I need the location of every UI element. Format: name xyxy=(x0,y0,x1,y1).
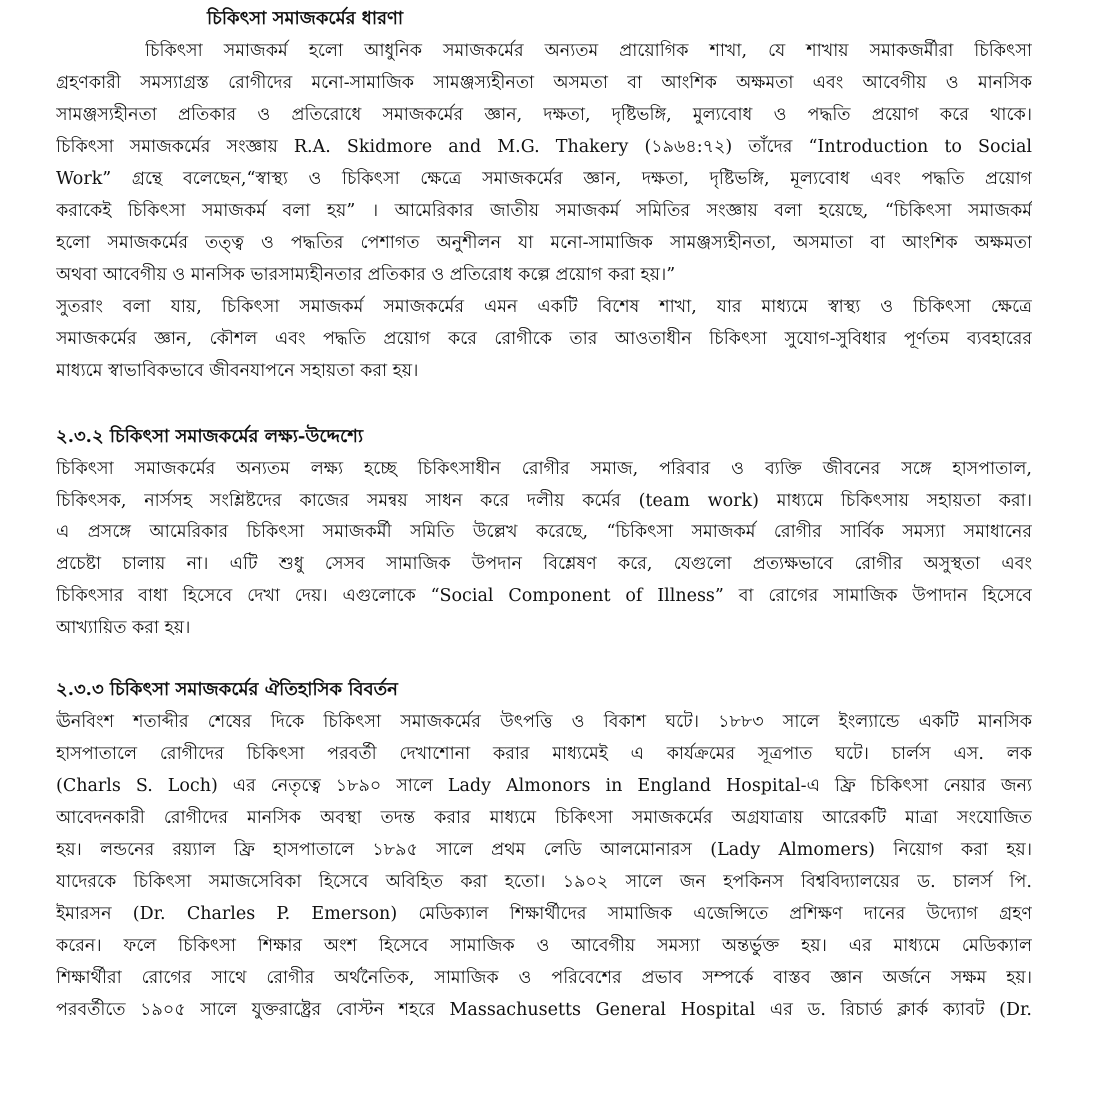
paragraph-line: শিক্ষার্থীরা রোগের সাথে রোগীর অর্থনৈতিক, সামাজিক ও পরিবেশের প্রভাব সম্পর্কে বাস্তব জ্ঞান অর্জনে সক্ষম হয়। xyxy=(56,968,1032,988)
paragraph-line: (Charls S. Loch) এর নেতৃত্বে ১৮৯০ সালে Lady Almonors in England Hospital-এ ফ্রি চিকিৎসা নেয়ার জন্য xyxy=(56,776,1032,796)
paragraph-line: আখ্যায়িত করা হয়। xyxy=(56,618,191,638)
paragraph-line: হলো সমাজকর্মের তত্ত্ব ও পদ্ধতির পেশাগত অনুশীলন যা মনো-সামাজিক সামঞ্জস্যহীনতা, অসমাতা বা আংশিক অক্ষমতা xyxy=(56,233,1032,253)
heading-history: ২.৩.৩ চিকিৎসা সমাজকর্মের ঐতিহাসিক বিবর্তন xyxy=(56,679,398,700)
paragraph-line: ঊনবিংশ শতাব্দীর শেষের দিকে চিকিৎসা সমাজকর্মের উৎপত্তি ও বিকাশ ঘটে। ১৮৮৩ সালে ইংল্যান্ডে একটি মানসিক xyxy=(56,712,1032,732)
paragraph-line: সমাজকর্মের জ্ঞান, কৌশল এবং পদ্ধতি প্রয়োগ করে রোগীকে তার আওতাধীন চিকিৎসা সুযোগ-সুবিধার পূর্ণতম ব্যবহারের xyxy=(56,329,1032,349)
paragraph-line: সামঞ্জস্যহীনতা প্রতিকার ও প্রতিরোধে সমাজকর্মের জ্ঞান, দক্ষতা, দৃষ্টিভঙ্গি, মুল্যবোধ ও পদ্ধতি প্রয়োগ করে থাকে। xyxy=(56,105,1032,125)
paragraph-line: সুতরাং বলা যায়, চিকিৎসা সমাজকর্ম সমাজকর্মের এমন একটি বিশেষ শাখা, যার মাধ্যমে স্বাস্থ্য ও চিকিৎসা ক্ষেত্রে xyxy=(56,297,1032,317)
paragraph-line: করাকেই চিকিৎসা সমাজকর্ম বলা হয়” । আমেরিকার জাতীয় সমাজকর্ম সমিতির সংজ্ঞায় বলা হয়েছে, “চিকিৎসা সমাজকর্ম xyxy=(56,201,1032,221)
paragraph-line: হয়। লন্ডনের রয়্যাল ফ্রি হাসপাতালে ১৮৯৫ সালে প্রথম লেডি আলমোনারস (Lady Almomers) নিয়োগ করা হয়। xyxy=(56,840,1032,860)
paragraph-line: চিকিৎসা সমাজকর্ম হলো আধুনিক সমাজকর্মের অন্যতম প্রায়োগিক শাখা, যে শাখায় সমাকজর্মীরা চিকিৎসা xyxy=(145,41,1032,61)
heading-goals: ২.৩.২ চিকিৎসা সমাজকর্মের লক্ষ্য-উদ্দেশ্যে xyxy=(56,426,364,447)
paragraph-line: ইমারসন (Dr. Charles P. Emerson) মেডিক্যাল শিক্ষার্থীদের সামাজিক এজেন্সিতে প্রশিক্ষণ দানের উদ্যোগ গ্রহণ xyxy=(56,904,1032,924)
paragraph-line: আবেদনকারী রোগীদের মানসিক অবস্থা তদন্ত করার মাধ্যমে চিকিৎসা সমাজকর্মের অগ্রযাত্রায় আরেকটি মাত্রা সংযোজিত xyxy=(56,808,1032,828)
paragraph-line: চিকিৎসার বাধা হিসেবে দেখা দেয়। এগুলোকে “Social Component of Illness” বা রোগের সামাজিক উপাদান হিসেবে xyxy=(56,586,1032,606)
paragraph-line: অথবা আবেগীয় ও মানসিক ভারসাম্যহীনতার প্রতিকার ও প্রতিরোধ কল্পে প্রয়োগ করা হয়।” xyxy=(56,265,676,285)
paragraph-line: চিকিৎসা সমাজকর্মের অন্যতম লক্ষ্য হচ্ছে চিকিৎসাধীন রোগীর সমাজ, পরিবার ও ব্যক্তি জীবনের সঙ্গে হাসপাতাল, xyxy=(56,459,1032,479)
paragraph-line: Work” গ্রন্থে বলেছেন,“স্বাস্থ্য ও চিকিৎসা ক্ষেত্রে সমাজকর্মের জ্ঞান, দক্ষতা, দৃষ্টিভঙ্গি, মূল্যবোধ এবং পদ্ধতি প্রয়োগ xyxy=(56,169,1032,189)
paragraph-line: গ্রহণকারী সমস্যাগ্রস্ত রোগীদের মনো-সামাজিক সামঞ্জস্যহীনতা অসমতা বা আংশিক অক্ষমতা এবং আবেগীয় ও মানসিক xyxy=(56,73,1032,93)
paragraph-line: মাধ্যমে স্বাভাবিকভাবে জীবনযাপনে সহায়তা করা হয়। xyxy=(56,361,419,381)
paragraph-line: চিকিৎসা সমাজকর্মের সংজ্ঞায় R.A. Skidmore and M.G. Thakery (১৯৬৪:৭২) তাঁদের “Introduction to Social xyxy=(56,137,1032,157)
paragraph-line: প্রচেষ্টা চালায় না। এটি শুধু সেসব সামাজিক উপদান বিশ্লেষণ করে, যেগুলো প্রত্যক্ষভাবে রোগীর অসুস্থতা এবং xyxy=(56,554,1032,574)
paragraph-line: হাসপাতালে রোগীদের চিকিৎসা পরবর্তী দেখাশোনা করার মাধ্যমেই এ কার্যক্রমের সূত্রপাত ঘটে। চার্লস এস. লক xyxy=(56,744,1032,764)
paragraph-line: যাদেরকে চিকিৎসা সমাজসেবিকা হিসেবে অবিহিত করা হতো। ১৯০২ সালে জন হপকিনস বিশ্ববিদ্যালয়ের ড. চালর্স পি. xyxy=(56,872,1032,892)
paragraph-line: এ প্রসঙ্গে আমেরিকার চিকিৎসা সমাজকর্মী সমিতি উল্লেখ করেছে, “চিকিৎসা সমাজকর্ম রোগীর সার্বিক সমস্যা সমাধানের xyxy=(56,522,1032,542)
paragraph-line: করেন। ফলে চিকিৎসা শিক্ষার অংশ হিসেবে সামাজিক ও আবেগীয় সমস্যা অন্তর্ভুক্ত হয়। এর মাধ্যমে মেডিক্যাল xyxy=(56,936,1032,956)
paragraph-line: চিকিৎসক, নার্সসহ সংশ্লিষ্টদের কাজের সমন্বয় সাধন করে দলীয় কর্মের (team work) মাধ্যমে চিকিৎসায় সহায়তা করা। xyxy=(56,491,1032,511)
heading-concept: চিকিৎসা সমাজকর্মের ধারণা xyxy=(207,8,404,29)
paragraph-line: পরবর্তীতে ১৯০৫ সালে যুক্তরাষ্ট্রের বোস্টন শহরে Massachusetts General Hospital এর ড. রিচার্ড ক্লার্ক ক্যাবট (Dr. xyxy=(56,1000,1032,1020)
